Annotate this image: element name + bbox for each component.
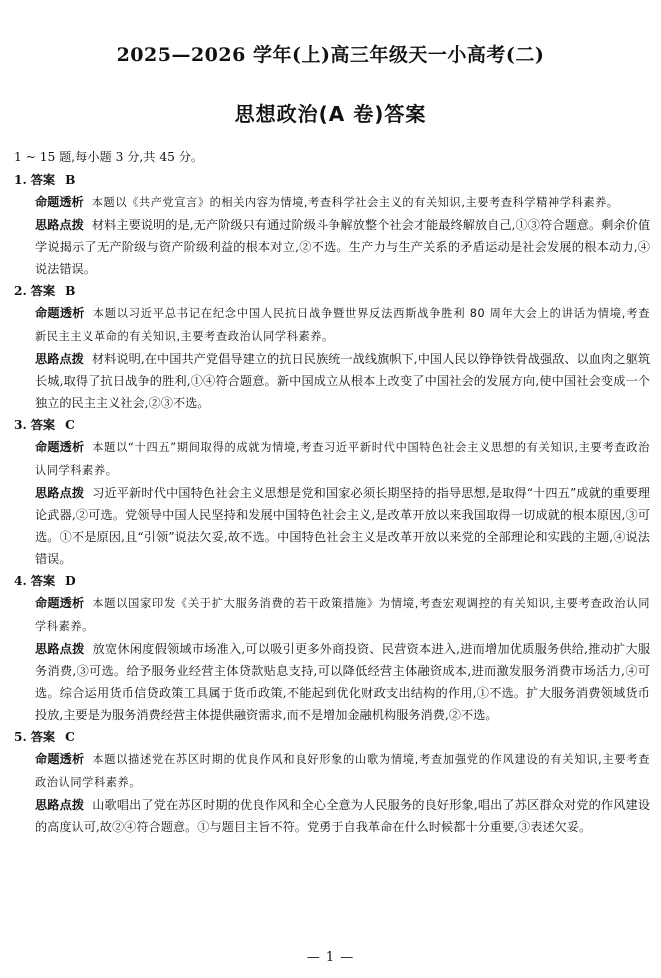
analysis-label: 命题透析	[35, 440, 85, 454]
answer-value: C	[65, 418, 75, 432]
exam-title: 2025—2026 学年(上)高三年级天一小高考(二)	[116, 44, 545, 66]
analysis-paragraph	[14, 436, 650, 482]
analysis-text: 本题以“十四五”期间取得的成就为情境,考查习近平新时代中国特色社会主义思想的有关知识,主要考查政治认同学科素养。	[35, 441, 650, 477]
question-item-3	[14, 414, 650, 570]
question-header	[14, 726, 650, 748]
analysis-text: 本题以《共产党宣言》的相关内容为情境,考查科学社会主义的有关知识,主要考查科学精神学科素养。	[91, 196, 619, 209]
question-item-1	[14, 169, 650, 280]
answer-label: 答案	[30, 284, 56, 298]
answer-content	[14, 146, 650, 838]
analysis-paragraph	[14, 592, 650, 638]
hint-label: 思路点拨	[35, 486, 85, 500]
hint-paragraph	[14, 214, 650, 280]
question-item-5	[14, 726, 650, 838]
hint-paragraph	[14, 482, 650, 570]
analysis-text: 本题以描述党在苏区时期的优良作风和良好形象的山歌为情境,考查加强党的作风建设的有关知识,主要考查政治认同学科素养。	[35, 753, 650, 789]
hint-paragraph	[14, 348, 650, 414]
analysis-label: 命题透析	[35, 596, 85, 610]
hint-text: 放宽休闲度假领域市场准入,可以吸引更多外商投资、民营资本进入,进而增加优质服务供给,推动扩大服务消费,③可选。给予服务业经营主体贷款贴息支持,可以降低经营主体融资成本,进而激发服务消费市场活力,④可选。综合运用货币信贷政策工具属于货币政策,不能起到优化财政支出结构的作用,①不选。扩大服务消费领域货币投放,主要是为服务消费经营主体提供融资需求,而不是增加金融机构服务消费,②不选。	[35, 642, 651, 722]
question-header	[14, 169, 650, 191]
question-number: 2.	[14, 284, 27, 298]
analysis-paragraph	[14, 191, 650, 214]
question-number: 5.	[14, 730, 27, 744]
question-number: 4.	[14, 574, 27, 588]
analysis-label: 命题透析	[35, 306, 85, 320]
scoring-intro: 1 ~ 15 题,每小题 3 分,共 45 分。	[14, 150, 204, 164]
answer-label: 答案	[30, 173, 56, 187]
hint-paragraph	[14, 794, 650, 838]
hint-text: 材料说明,在中国共产党倡导建立的抗日民族统一战线旗帜下,中国人民以铮铮铁骨战强敌、以血肉之躯筑长城,取得了抗日战争的胜利,①④符合题意。新中国成立从根本上改变了中国社会的发展方向,使中国社会变成一个独立的民主主义社会,②③不选。	[35, 352, 651, 410]
question-item-2	[14, 280, 650, 414]
answer-value: B	[65, 284, 76, 298]
hint-text: 习近平新时代中国特色社会主义思想是党和国家必须长期坚持的指导思想,是取得“十四五”成就的重要理论武器,②可选。党领导中国人民坚持和发展中国特色社会主义,是改革开放以来我国取得一切成就的根本原因,③可选。①不是原因,且“引领”说法欠妥,故不选。中国特色社会主义是改革开放以来党的全部理论和实践的主题,④说法错误。	[35, 486, 650, 566]
question-header	[14, 280, 650, 302]
analysis-label: 命题透析	[35, 752, 85, 766]
answer-label: 答案	[30, 418, 56, 432]
hint-text: 材料主要说明的是,无产阶级只有通过阶级斗争解放整个社会才能最终解放自己,①③符合题意。剩余价值学说揭示了无产阶级与资产阶级利益的根本对立,②不选。生产力与生产关系的矛盾运动是社会发展的根本动力,④说法错误。	[35, 218, 651, 276]
question-number: 1.	[14, 173, 27, 187]
analysis-text: 本题以国家印发《关于扩大服务消费的若干政策措施》为情境,考查宏观调控的有关知识,主要考查政治认同学科素养。	[35, 597, 650, 633]
analysis-paragraph	[14, 748, 650, 794]
hint-paragraph	[14, 638, 650, 726]
question-header	[14, 414, 650, 436]
answer-value: B	[65, 173, 76, 187]
answer-label: 答案	[30, 730, 56, 744]
answer-label: 答案	[30, 574, 56, 588]
answer-value: C	[65, 730, 75, 744]
question-number: 3.	[14, 418, 27, 432]
hint-label: 思路点拨	[35, 642, 85, 656]
hint-label: 思路点拨	[35, 218, 84, 232]
hint-text: 山歌唱出了党在苏区时期的优良作风和全心全意为人民服务的良好形象,唱出了苏区群众对党的作风建设的高度认可,故②④符合题意。①与题目主旨不符。党勇于自我革命在什么时候都十分重要,③表述欠妥。	[35, 798, 651, 834]
page-number: — 1 —	[306, 950, 355, 965]
question-header	[14, 570, 650, 592]
hint-label: 思路点拨	[35, 352, 84, 366]
answer-value: D	[65, 574, 76, 588]
answer-key-subtitle: 思想政治(A 卷)答案	[234, 102, 427, 126]
question-item-4	[14, 570, 650, 726]
analysis-paragraph	[14, 302, 650, 348]
analysis-label: 命题透析	[35, 195, 84, 209]
hint-label: 思路点拨	[35, 798, 85, 812]
analysis-text: 本题以习近平总书记在纪念中国人民抗日战争暨世界反法西斯战争胜利 80 周年大会上的讲话为情境,考查新民主主义革命的有关知识,主要考查政治认同学科素养。	[35, 307, 650, 343]
